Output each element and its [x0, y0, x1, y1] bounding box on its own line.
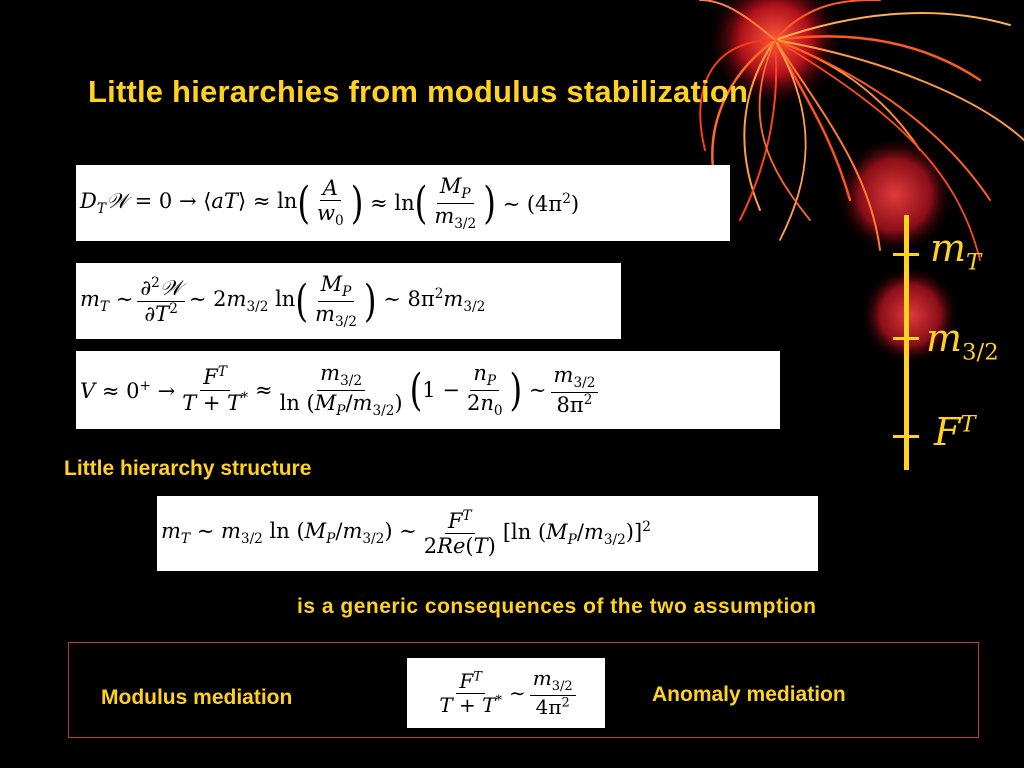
equation-modulus-mass: $m_T$ ∼ $\frac{\partial^2𝒲}{\partial T^2}$ ∼ $2m_{3/2}$ ln ( $\frac{M_P}{m_{3/2}}$ ) ∼ $8\pi^2m_{3/2}$ — [76, 263, 621, 339]
equation-modulus-vev: $D_T𝒲 = 0$ → ⟨aT⟩ ≈ ln ( $\frac{A}{w_0}$ ) ≈ ln ( $\frac{M_P}{m_{3/2}}$ ) ∼ $(4\pi^2)$ — [76, 165, 730, 241]
anomaly-mediation-label: Anomaly mediation — [652, 683, 846, 706]
consequence-text: is a generic consequences of the two assumption — [297, 595, 817, 618]
scale-label-mT: $m_T$ — [930, 226, 982, 276]
scale-tick-FT — [893, 435, 919, 438]
scale-label-m32: $m_{3/2}$ — [926, 316, 999, 366]
slide-title: Little hierarchies from modulus stabilization — [88, 74, 749, 109]
section-label-structure: Little hierarchy structure — [64, 457, 312, 480]
equation-mediation-ratio: $\frac{F^T}{T + T^*}$ ∼ $\frac{m_{3/2}}{4\pi^2}$ — [407, 658, 605, 728]
scale-tick-m32 — [893, 337, 919, 340]
scale-label-FT: $F^T$ — [934, 410, 976, 454]
scale-tick-mT — [893, 253, 919, 256]
equation-f-term: V ≈ 0+ → $\frac{F^T}{T + T^*}$ ≈ $\frac{m_{3/2}}{\ln (M_P/m_{3/2})}$ ( 1 − $\frac{n_P}{2n_0}$ ) ∼ $\frac{m_{3/2}}{8\pi^2}$ — [76, 351, 780, 429]
modulus-mediation-label: Modulus mediation — [101, 686, 293, 709]
equation-hierarchy: $m_T$ ∼ $m_{3/2}$ $\ln (M_P/m_{3/2})$ ∼ $\frac{F^T}{2Re(T)}$ [ln $(M_P/m_{3/2})]^2$ — [157, 496, 818, 571]
